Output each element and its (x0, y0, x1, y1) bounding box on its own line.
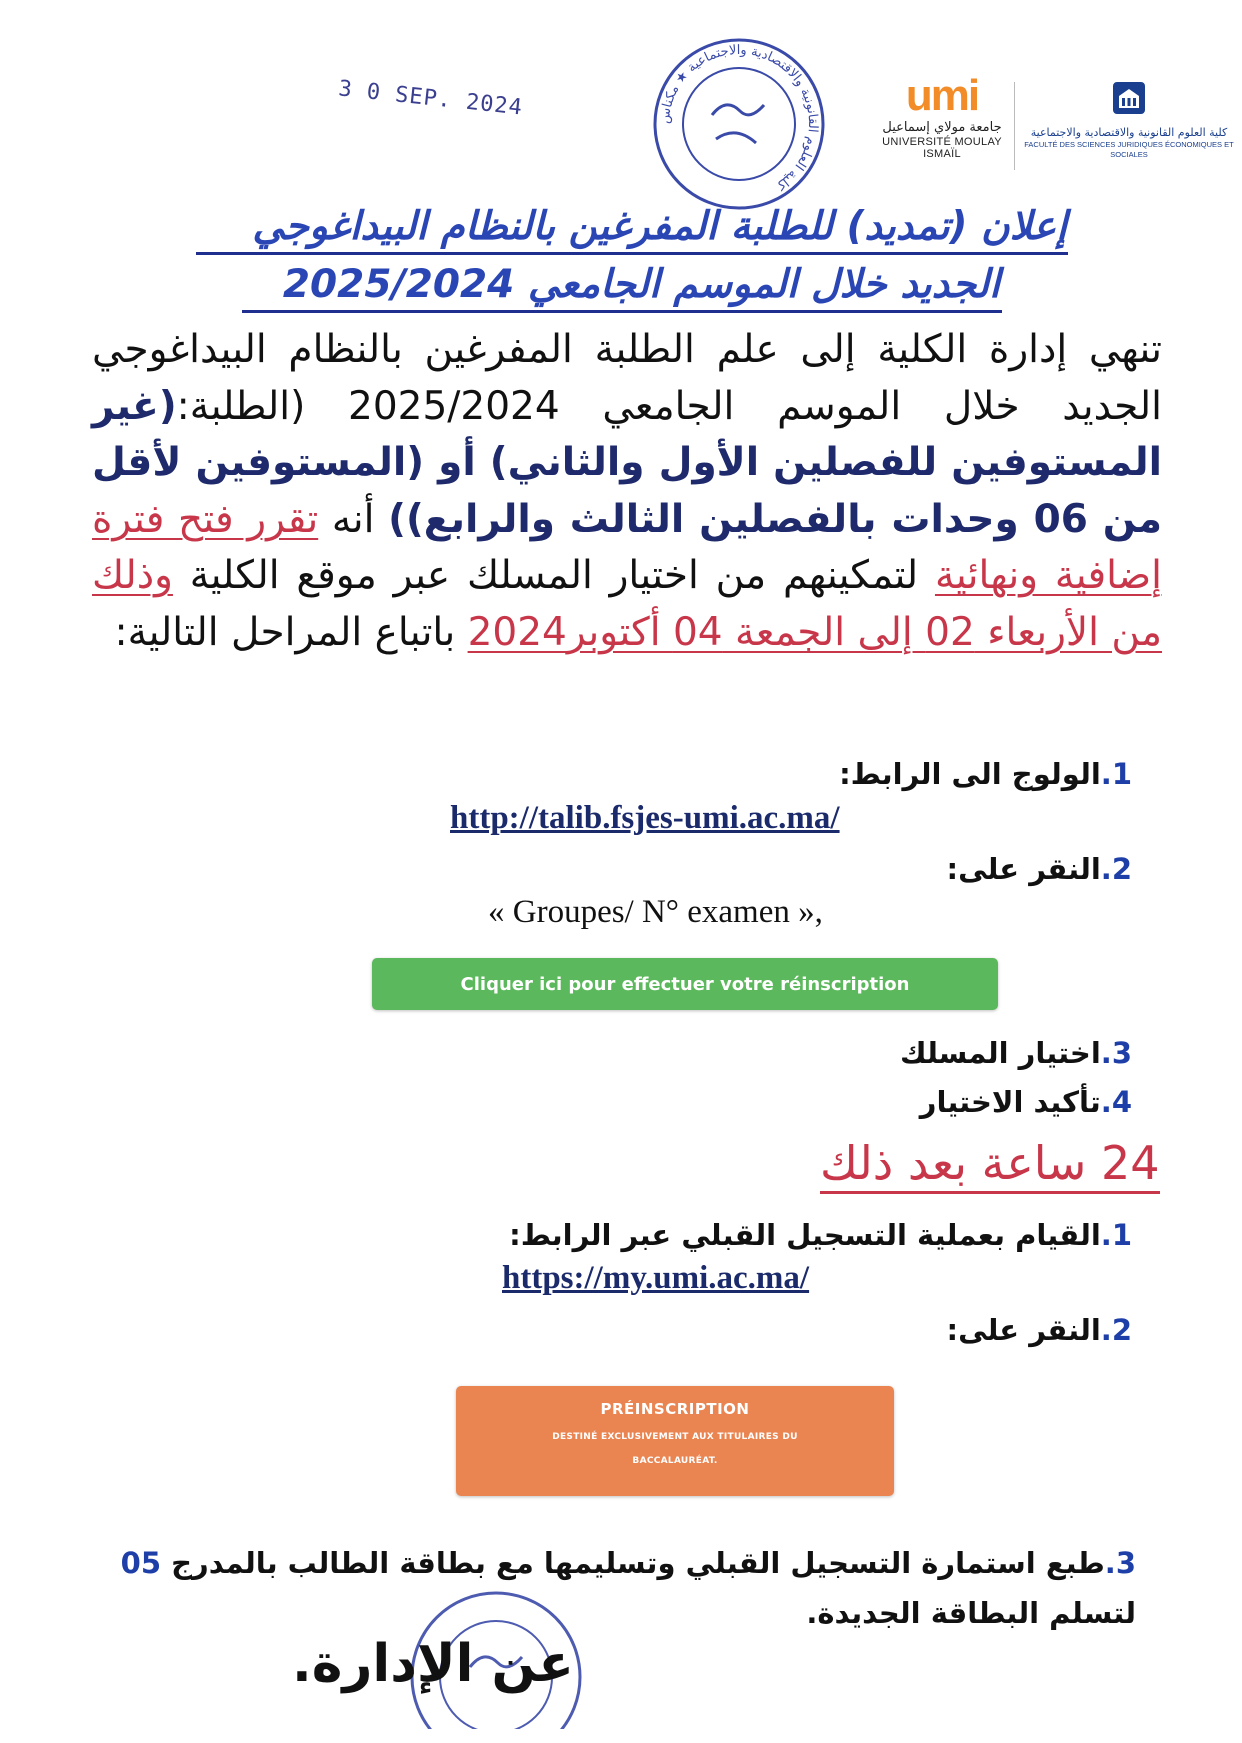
step-a4 (920, 1085, 1132, 1119)
umi-name-fr: UNIVERSITÉ MOULAY ISMAÏL (882, 136, 1002, 160)
date-stamp: 3 0 SEP. 2024 (337, 76, 524, 121)
body-text: باتباع المراحل التالية: (114, 609, 468, 655)
step-b2 (947, 1313, 1132, 1347)
body-intro: تنهي إدارة الكلية إلى علم الطلبة المفرغين بالنظام البيداغوجي الجديد خلال الموسم الجامعي 2025/2024 (الطلبة: (92, 327, 1162, 429)
announcement-title-line1: إعلان (تمديد) للطلبة المفرغين بالنظام البيداغوجي (252, 204, 1067, 249)
step-text: القيام بعملية التسجيل القبلي عبر الرابط: (509, 1218, 1101, 1252)
faculty-logo (1022, 78, 1236, 160)
body-text: أنه (318, 496, 389, 542)
preinscription-button-subtitle: BACCALAURÉAT. (632, 1456, 718, 1466)
step-text: الولوج الى الرابط: (839, 757, 1101, 791)
step-a2 (947, 852, 1132, 886)
step-a1 (839, 757, 1132, 791)
announcement-title-line2: الجديد خلال الموسم الجامعي 2025/2024 (282, 262, 1000, 307)
administration-signature: عن الإدارة. (292, 1634, 574, 1694)
faculty-seal-stamp (650, 35, 828, 213)
after-24-hours-heading (820, 1136, 1160, 1190)
umi-name-ar: جامعة مولاي إسماعيل (882, 120, 1002, 135)
umi-preinscription-link[interactable]: https://my.umi.ac.ma/ (502, 1260, 810, 1296)
step-text: النقر على: (946, 1313, 1101, 1347)
step-text: لتسلم البطاقة الجديدة. (806, 1596, 1136, 1630)
faculty-building-icon (1109, 78, 1149, 118)
amphi-number: 05 (120, 1546, 162, 1580)
body-dates: وذلك من الأربعاء 02 إلى الجمعة 04 أكتوبر2024 (92, 553, 1162, 655)
umi-logo (872, 72, 1012, 160)
step-number: 4. (1100, 1085, 1132, 1119)
preinscription-button[interactable] (456, 1386, 894, 1496)
step-number: 1. (1100, 757, 1132, 791)
after-24-hours-text: 24 ساعة بعد ذلك (820, 1136, 1160, 1190)
step-b1 (509, 1218, 1132, 1252)
reinscription-button[interactable]: Cliquer ici pour effectuer votre réinscription (372, 958, 998, 1010)
body-text: لتمكينهم من اختيار المسلك عبر موقع الكلية (172, 553, 935, 598)
seal-text: كلية العلوم القانونية والاقتصادية والاجتماعية ★ مكناس (657, 42, 821, 193)
step-a3 (900, 1036, 1132, 1070)
body-extra-period: تقرر فتح فترة إضافية ونهائية (92, 496, 1162, 598)
talib-portal-link[interactable]: http://talib.fsjes-umi.ac.ma/ (450, 800, 840, 836)
step-text: تأكيد الاختيار (919, 1085, 1101, 1119)
faculty-name-fr: FACULTÉ DES SCIENCES JURIDIQUES ÉCONOMIQUES ET SOCIALES (1024, 140, 1234, 159)
step-number: 3. (1100, 1036, 1132, 1070)
faculty-name-ar: كلية العلوم القانونية والاقتصادية والاجتماعية (1030, 126, 1228, 139)
step-text: النقر على: (946, 852, 1101, 886)
title-underline (196, 252, 1068, 255)
step-number: 2. (1100, 852, 1132, 886)
logo-divider (1014, 82, 1015, 170)
step-b3 (90, 1538, 1136, 1638)
step-text: طبع استمارة التسجيل القبلي وتسليمها مع بطاقة الطالب بالمدرج (161, 1546, 1105, 1580)
umi-logo-mark: umi (905, 71, 979, 120)
preinscription-button-subtitle: DESTINÉ EXCLUSIVEMENT AUX TITULAIRES DU (552, 1432, 798, 1442)
title-underline (242, 310, 1002, 313)
step-number: 3. (1104, 1546, 1136, 1580)
announcement-body (92, 322, 1162, 661)
body-concerned-students: (غير المستوفين للفصلين الأول والثاني) أو (المستوفين لأقل من 06 وحدات بالفصلين الثالث والرابع)) (92, 383, 1162, 542)
step-number: 2. (1100, 1313, 1132, 1347)
step-text: اختيار المسلك (899, 1036, 1101, 1070)
after-24-hours-underline (820, 1191, 1160, 1194)
step-number: 1. (1100, 1218, 1132, 1252)
preinscription-button-title: PRÉINSCRIPTION (600, 1400, 750, 1418)
groupes-exam-label: « Groupes/ N° examen », (488, 894, 823, 930)
